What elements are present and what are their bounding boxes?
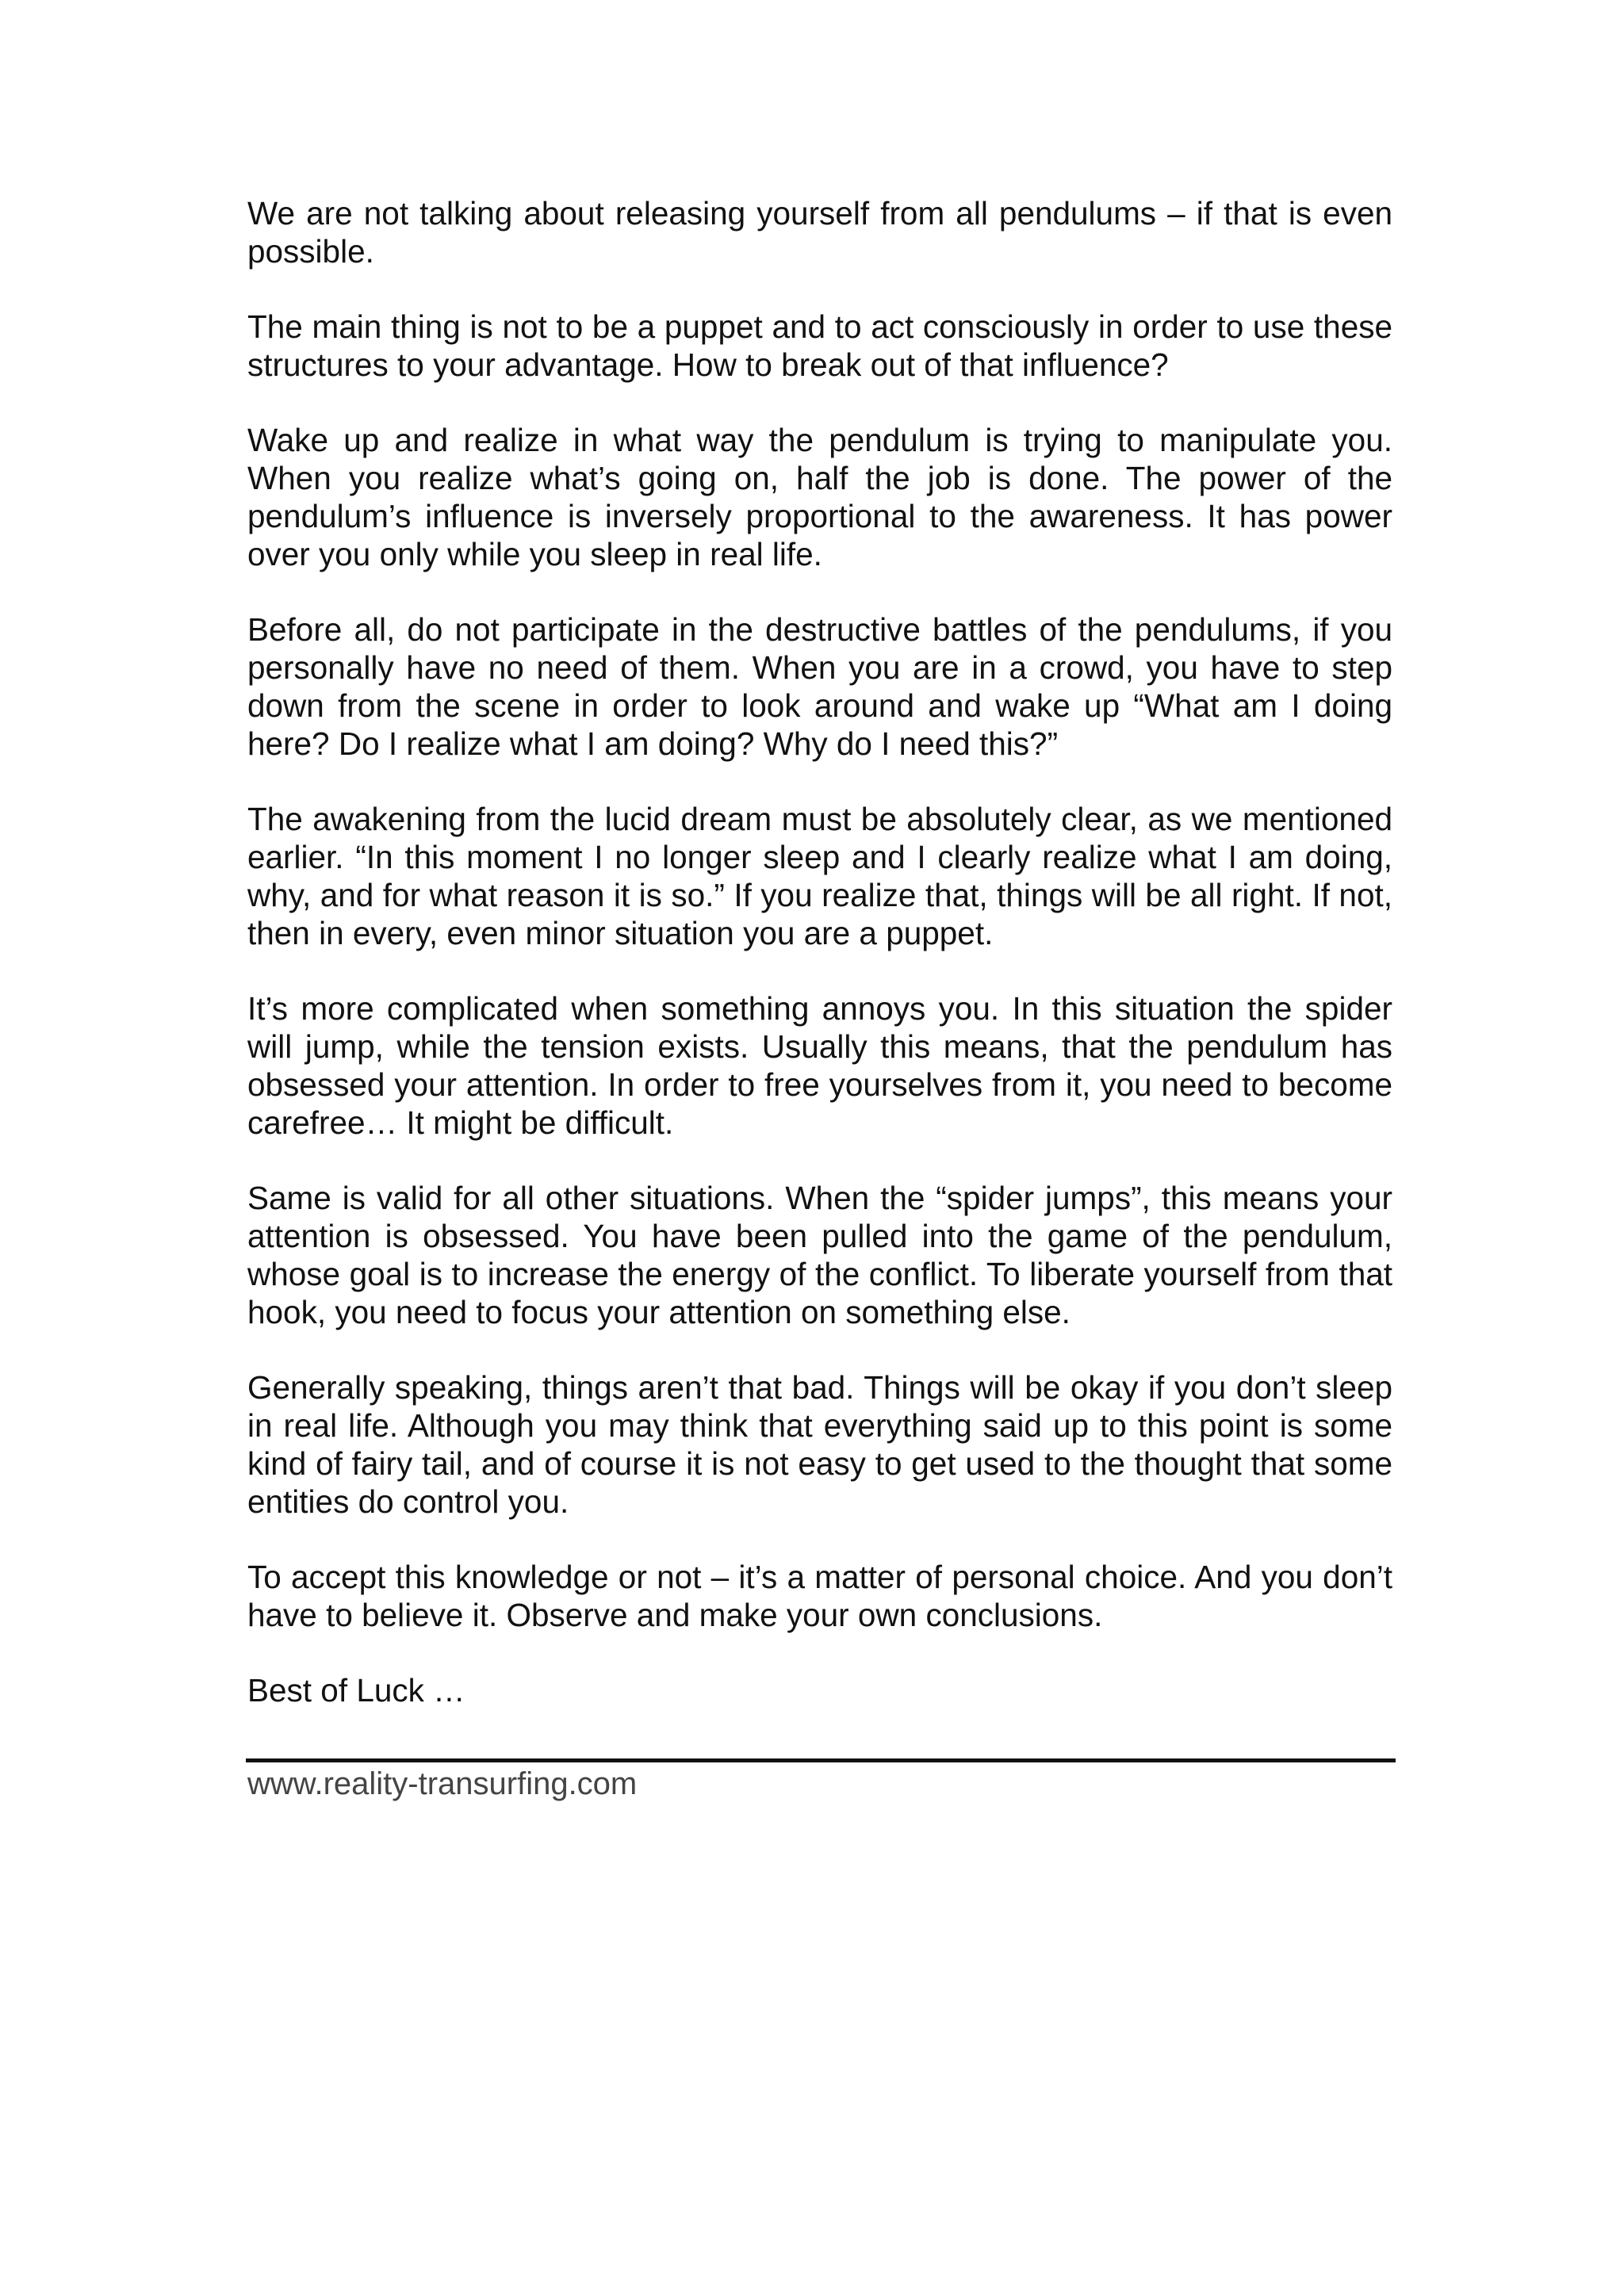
footer-website-link[interactable]: www.reality-transurfing.com <box>247 1766 638 1801</box>
paragraph-7: Same is valid for all other situations. When the “spider jumps”, this means your attention is obsessed. You have been pulled into the game of the pendulum, whose goal is to increase the energy of the conflict. To liberate yourself from that hook, you need to focus your attention on something else. <box>247 1180 1392 1330</box>
paragraph-5: The awakening from the lucid dream must be absolutely clear, as we mentioned earlier. “In this moment I no longer sleep and I clearly realize what I am doing, why, and for what reason it is so.” If you realize that, things will be all right. If not, then in every, even minor situation you are a puppet. <box>247 801 1392 951</box>
paragraph-1: We are not talking about releasing yourself from all pendulums – if that is even possible. <box>247 195 1392 270</box>
footer-divider <box>246 1758 1396 1762</box>
document-body <box>247 194 1392 1709</box>
paragraph-4: Before all, do not participate in the destructive battles of the pendulums, if you personally have no need of them. When you are in a crowd, you have to step down from the scene in order to look around and wake up “What am I doing here? Do I realize what I am doing? Why do I need this?” <box>247 611 1392 762</box>
paragraph-6: It’s more complicated when something annoys you. In this situation the spider will jump, while the tension exists. Usually this means, that the pendulum has obsessed your attention. In order to free yourselves from it, you need to become carefree… It might be difficult. <box>247 990 1392 1141</box>
closing-line: Best of Luck … <box>247 1672 465 1709</box>
paragraph-2: The main thing is not to be a puppet and to act consciously in order to use these structures to your advantage. How to break out of that influence? <box>247 308 1392 383</box>
paragraph-9: To accept this knowledge or not – it’s a matter of personal choice. And you don’t have to believe it. Observe and make your own conclusions. <box>247 1559 1392 1633</box>
paragraph-3: Wake up and realize in what way the pendulum is trying to manipulate you. When you realize what’s going on, half the job is done. The power of the pendulum’s influence is inversely proportional to the awareness. It has power over you only while you sleep in real life. <box>247 422 1392 572</box>
paragraph-8: Generally speaking, things aren’t that bad. Things will be okay if you don’t sleep in real life. Although you may think that everything said up to this point is some kind of fairy tail, and of course it is not easy to get used to the thought that some entities do control you. <box>247 1369 1392 1520</box>
